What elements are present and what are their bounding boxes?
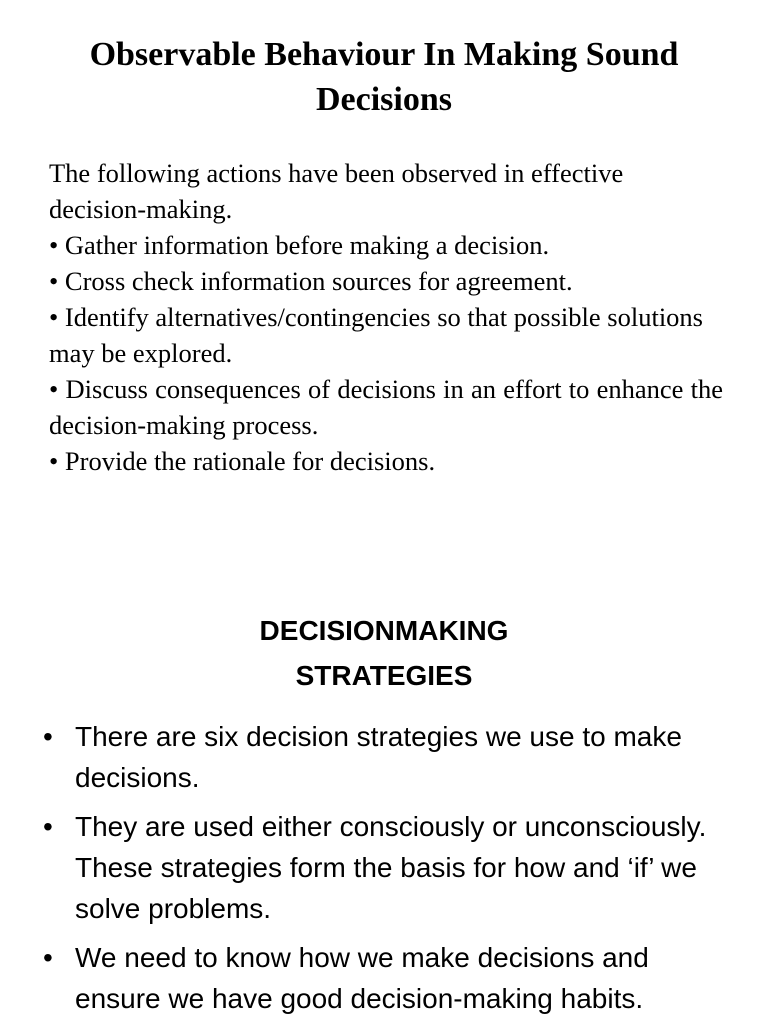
list-item [49,227,723,263]
list-item [43,937,733,1019]
bullet-marker: • [43,811,53,842]
bullet-text: Identify alternatives/contingencies so that possible solutions may be explored. [49,302,703,368]
slide-body [49,155,723,479]
section-title [0,608,768,698]
bullet-text: Gather information before making a decision. [64,230,550,260]
list-item [43,716,733,798]
section-title-line1: DECISIONMAKING [259,615,509,646]
slide-observable-behaviour [0,0,768,500]
list-item [49,443,723,479]
bullet-marker: • [49,446,59,476]
list-item [49,371,723,443]
bullet-marker: • [49,302,59,332]
bullet-marker: • [43,942,53,973]
intro-paragraph: The following actions have been observed in effective decision-making. [49,158,624,224]
bullet-text: Provide the rationale for decisions. [64,446,436,476]
bullet-marker: • [49,230,59,260]
bullet-marker: • [43,721,53,752]
list-item [43,806,733,929]
list-item [49,299,723,371]
bullet-marker: • [49,374,59,404]
bullet-text: Cross check information sources for agreement. [64,266,573,296]
bullet-text: Discuss consequences of decisions in an effort to enhance the decision-making process. [49,374,723,440]
slide-decisionmaking-strategies [0,600,768,1024]
strategies-list [43,716,733,1027]
list-item [49,263,723,299]
bullet-marker: • [49,266,59,296]
bullet-text: There are six decision strategies we use to make decisions. [75,721,682,793]
slide-title: Observable Behaviour In Making Sound Decisions [89,36,679,118]
section-title-line2: STRATEGIES [295,660,473,691]
bullet-text: They are used either consciously or unconsciously. These strategies form the basis for how and ‘if’ we solve problems. [75,811,707,924]
bullet-text: We need to know how we make decisions and ensure we have good decision-making habits. [75,942,649,1014]
